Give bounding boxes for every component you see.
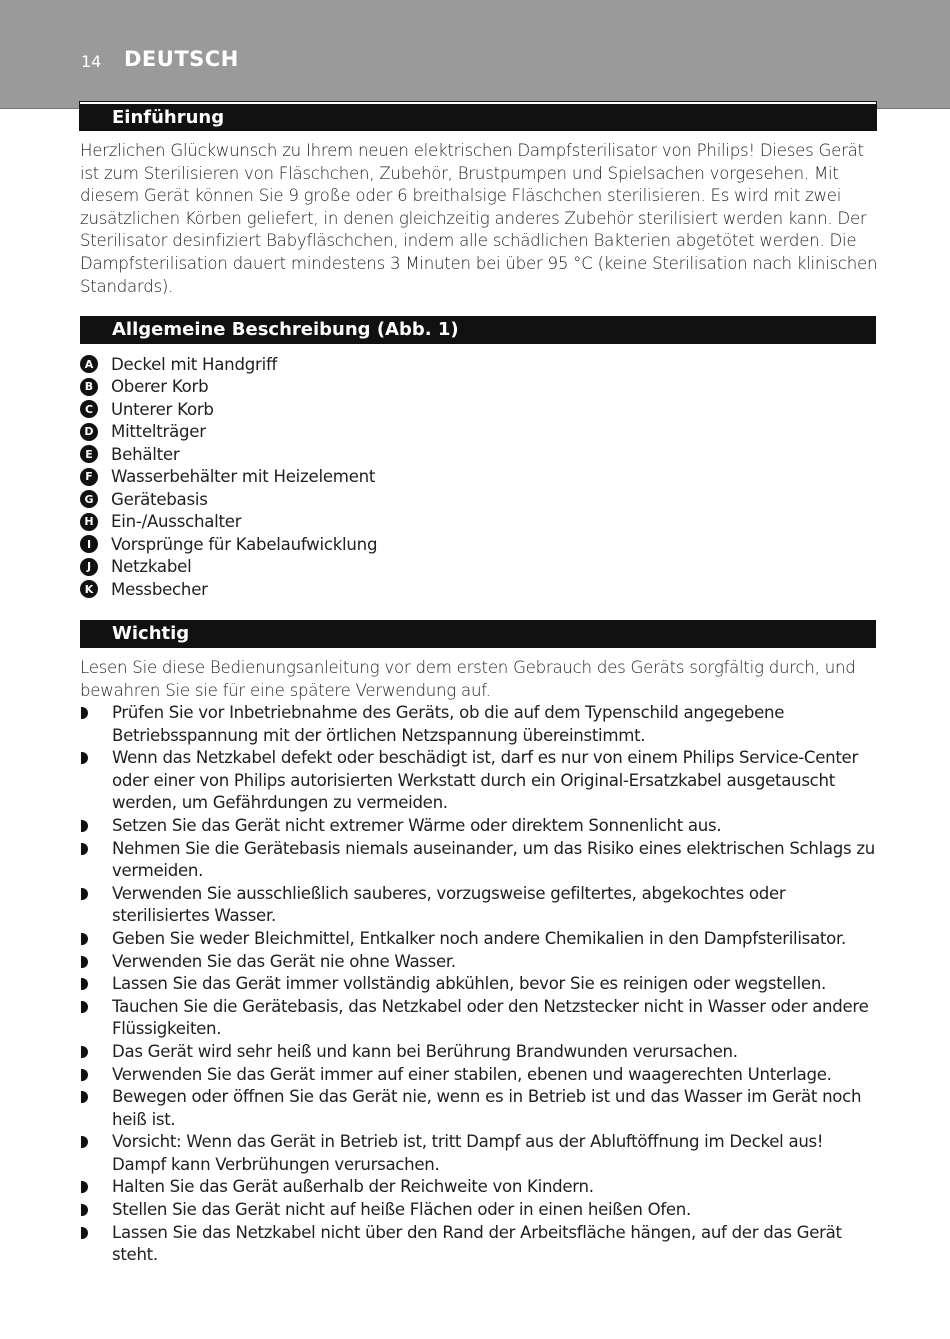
warning-item [80,1199,880,1222]
part-letter-badge: I [80,535,98,553]
part-letter-badge: G [80,490,98,508]
bullet-icon [80,1041,112,1063]
part-item [80,466,377,489]
bullet-icon [80,1199,112,1221]
part-label: Vorsprünge für Kabelaufwicklung [111,534,378,554]
part-label: Deckel mit Handgriff [111,354,278,374]
part-item [80,376,377,399]
part-item [80,511,377,534]
warning-text: Lassen Sie das Netzkabel nicht über den Rand der Arbeitsfläche hängen, auf der das Gerät steht. [112,1222,842,1265]
part-letter-badge: K [80,580,98,598]
warning-text: Stellen Sie das Gerät nicht auf heiße Flächen oder in einen heißen Ofen. [112,1200,691,1220]
part-letter-badge: F [80,468,98,486]
warning-item [80,1222,880,1267]
warning-item [80,928,880,951]
section-title: Wichtig [112,623,190,644]
warning-text: Geben Sie weder Bleichmittel, Entkalker noch andere Chemikalien in den Dampfsterilisator. [112,928,846,948]
part-letter-badge: H [80,513,98,531]
warning-text: Nehmen Sie die Gerätebasis niemals auseinander, um das Risiko eines elektrischen Schlags zu vermeiden. [112,838,875,881]
part-item [80,533,377,556]
section-title: Einführung [112,107,225,128]
language-title: DEUTSCH [124,47,239,71]
warning-text: Das Gerät wird sehr heiß und kann bei Berührung Brandwunden verursachen. [112,1041,738,1061]
part-letter-badge: B [80,378,98,396]
warning-item [80,1086,880,1131]
part-letter-badge: C [80,400,98,418]
bullet-icon [80,1222,112,1244]
bullet-icon [80,838,112,860]
part-label: Gerätebasis [111,489,208,509]
section-header-description [80,316,876,344]
part-item [80,421,377,444]
bullet-icon [80,1176,112,1198]
page-number: 14 [81,52,102,71]
section-header-intro [80,102,876,130]
warning-text: Verwenden Sie ausschließlich sauberes, vorzugsweise gefiltertes, abgekochtes oder sterilisiertes Wasser. [112,883,786,926]
warning-item [80,838,880,883]
section-title: Allgemeine Beschreibung (Abb. 1) [112,319,459,340]
warning-item [80,951,880,974]
warning-item [80,747,880,815]
warning-item [80,702,880,747]
part-item [80,578,377,601]
warning-item [80,1041,880,1064]
section-header-important [80,620,876,648]
part-label: Ein-/Ausschalter [111,512,242,532]
bullet-icon [80,702,112,724]
bullet-icon [80,1086,112,1108]
part-label: Oberer Korb [111,377,209,397]
bullet-icon [80,1064,112,1086]
header-band [0,0,950,109]
bullet-icon [80,996,112,1018]
bullet-icon [80,883,112,905]
warning-item [80,1064,880,1087]
warning-item [80,883,880,928]
part-item [80,353,377,376]
warning-text: Prüfen Sie vor Inbetriebnahme des Geräts, ob die auf dem Typenschild angegebene Betriebsspannung mit der örtlichen Netzspannung übereinstimmt. [112,703,785,745]
warning-item [80,1176,880,1199]
warning-text: Vorsicht: Wenn das Gerät in Betrieb ist, tritt Dampf aus der Abluftöffnung im Deckel aus! Dampf kann Verbrühungen verursachen. [112,1132,824,1174]
bullet-icon [80,1131,112,1153]
bullet-icon [80,747,112,769]
warning-item [80,996,880,1041]
warning-text: Verwenden Sie das Gerät nie ohne Wasser. [112,951,456,971]
intro-paragraph: Herzlichen Glückwunsch zu Ihrem neuen elektrischen Dampfsterilisator von Philips! Dieses Gerät ist zum Sterilisieren von Fläschchen, Zubehör, Brustpumpen und Spielsachen vorgesehen. Mit diesem Gerät können Sie 9 große oder 6 breithalsige Fläschchen sterilisieren. Es wird mit zwei zusätzlichen Körben geliefert, in denen gleichzeitig anderes Zubehör sterilisiert werden kann. Der Sterilisator desinfiziert Babyfläschchen, indem alle schädlichen Bakterien abgetötet werden. Die Dampfsterilisation dauert mindestens 3 Minuten bei über 95 °C (keine Sterilisation nach klinischen Standards). [80,141,878,296]
bullet-icon [80,928,112,950]
warning-text: Wenn das Netzkabel defekt oder beschädigt ist, darf es nur von einem Philips Service-Center oder einer von Philips autorisierten Werkstatt durch ein Original-Ersatzkabel ausgetauscht werden, um Gefährdungen zu vermeiden. [112,748,858,813]
part-letter-badge: A [80,355,98,373]
part-label: Mittelträger [111,422,206,442]
important-intro: Lesen Sie diese Bedienungsanleitung vor dem ersten Gebrauch des Geräts sorgfältig durch, und bewahren Sie sie für eine spätere Verwendung auf. [80,658,856,700]
warning-text: Setzen Sie das Gerät nicht extremer Wärme oder direktem Sonnenlicht aus. [112,815,722,835]
warning-text: Halten Sie das Gerät außerhalb der Reichweite von Kindern. [112,1177,594,1197]
part-letter-badge: D [80,423,98,441]
part-item [80,488,377,511]
bullet-icon [80,815,112,837]
warnings-list [80,702,880,1267]
part-item [80,556,377,579]
part-label: Netzkabel [111,557,192,577]
warning-item [80,973,880,996]
warning-text: Bewegen oder öffnen Sie das Gerät nie, wenn es in Betrieb ist und das Wasser im Gerät noch heiß ist. [112,1087,862,1129]
part-label: Behälter [111,444,180,464]
parts-list [80,353,377,601]
warning-text: Verwenden Sie das Gerät immer auf einer stabilen, ebenen und waagerechten Unterlage. [112,1064,832,1084]
part-letter-badge: E [80,445,98,463]
bullet-icon [80,951,112,973]
bullet-icon [80,973,112,995]
warning-item [80,815,880,838]
warning-text: Tauchen Sie die Gerätebasis, das Netzkabel oder den Netzstecker nicht in Wasser oder andere Flüssigkeiten. [112,996,869,1039]
part-label: Unterer Korb [111,399,214,419]
part-letter-badge: J [80,558,98,576]
warning-item [80,1131,880,1176]
part-label: Messbecher [111,579,208,599]
part-item [80,398,377,421]
warning-text: Lassen Sie das Gerät immer vollständig abkühlen, bevor Sie es reinigen oder wegstellen. [112,974,827,994]
part-label: Wasserbehälter mit Heizelement [111,467,376,487]
part-item [80,443,377,466]
